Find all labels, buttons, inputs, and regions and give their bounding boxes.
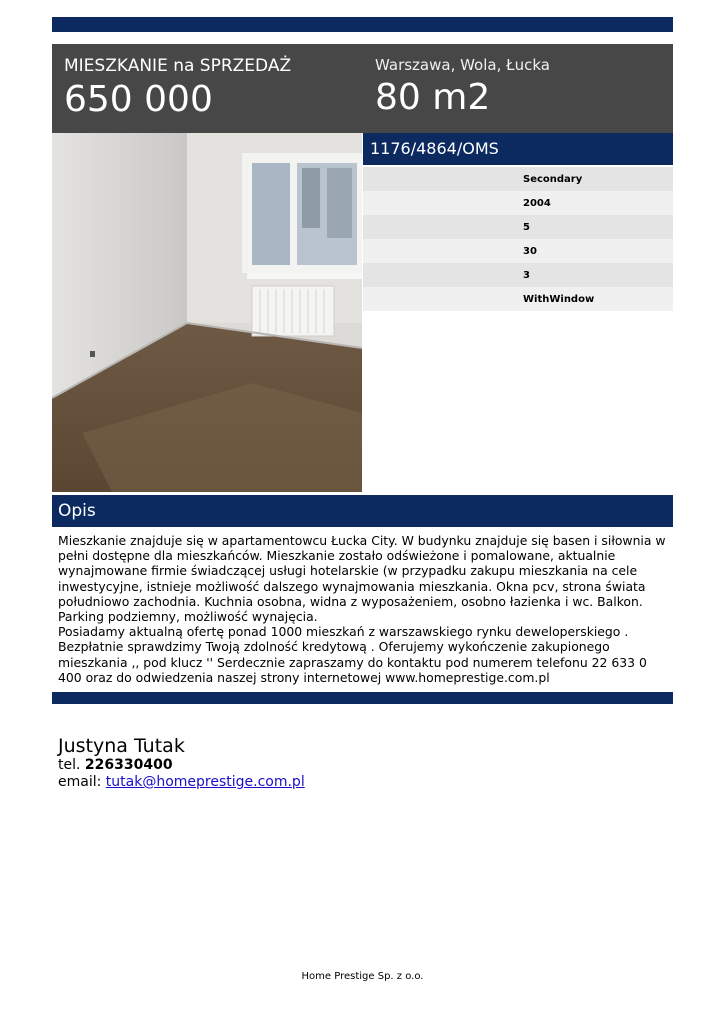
phone-label: tel. bbox=[58, 757, 81, 773]
detail-row bbox=[363, 263, 673, 287]
email-label: email: bbox=[58, 774, 102, 790]
listing-area: 80 m2 bbox=[375, 77, 491, 118]
reference-number: 1176/4864/OMS bbox=[363, 133, 673, 165]
room-photo-image bbox=[52, 133, 362, 492]
header-right bbox=[375, 56, 550, 120]
details-table bbox=[363, 167, 673, 311]
detail-row bbox=[363, 167, 673, 191]
detail-value: 2004 bbox=[523, 197, 551, 209]
agent-name: Justyna Tutak bbox=[58, 735, 185, 757]
detail-row bbox=[363, 215, 673, 239]
detail-value: 30 bbox=[523, 245, 537, 257]
agent-email-line bbox=[58, 774, 305, 791]
description-heading: Opis bbox=[52, 495, 673, 527]
bottom-accent-bar bbox=[52, 692, 673, 704]
listing-header bbox=[52, 44, 673, 133]
header-left bbox=[64, 56, 291, 122]
detail-value: Secondary bbox=[523, 173, 583, 185]
agent-phone: 226330400 bbox=[84, 757, 173, 773]
detail-value: 3 bbox=[523, 269, 530, 281]
listing-location: Warszawa, Wola, Łucka bbox=[375, 56, 550, 74]
detail-value: 5 bbox=[523, 221, 530, 233]
detail-row bbox=[363, 287, 673, 311]
footer-company: Home Prestige Sp. z o.o. bbox=[301, 971, 424, 982]
listing-type: MIESZKANIE na SPRZEDAŻ bbox=[64, 56, 292, 76]
top-accent-bar bbox=[52, 17, 673, 32]
detail-value: WithWindow bbox=[523, 293, 595, 305]
agent-phone-line bbox=[58, 757, 305, 774]
detail-row bbox=[363, 239, 673, 263]
agent-contact bbox=[58, 735, 305, 791]
listing-price: 650 000 bbox=[64, 79, 213, 120]
agent-email-link[interactable]: tutak@homeprestige.com.pl bbox=[105, 774, 305, 790]
property-photo bbox=[52, 133, 362, 492]
description-text: Mieszkanie znajduje się w apartamentowcu Łucka City. W budynku znajduje się basen i siłownia w pełni dostępne dla mieszkańców. Mieszkanie zostało odświeżone i pomalowane, aktualnie wynajmowane firmie świadczącej usługi hotelarskie (w przypadku zakupu mieszkania na cele inwestycyjne, istnieje możliwość dalszego wynajmowania mieszkania. Okna pcv, strona świata południowo zachodnia. Kuchnia osobna, widna z wyposażeniem, osobno łazienka i wc. Balkon. Parking podziemny, możliwość wynajęcia. Posiadamy aktualną ofertę ponad 1000 mieszkań z warszawskiego rynku deweloperskiego . Bezpłatnie sprawdzimy Twoją zdolność kredytową . Oferujemy wykończenie zakupionego mieszkania ,, pod klucz '' Serdecznie zapraszamy do kontaktu pod numerem telefonu 22 633 0 400 oraz do odwiedzenia naszej strony internetowej www.homeprestige.com.pl bbox=[58, 533, 666, 685]
detail-row bbox=[363, 191, 673, 215]
